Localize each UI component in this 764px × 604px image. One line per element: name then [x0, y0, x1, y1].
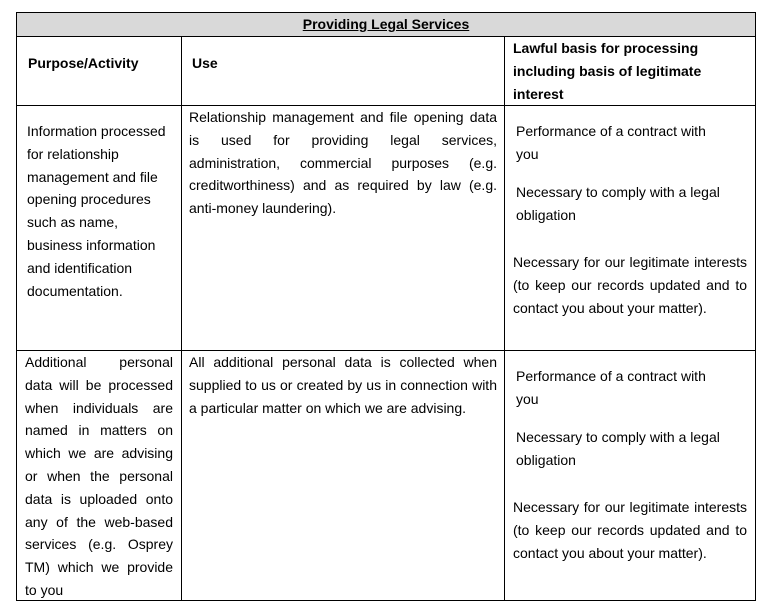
- row1-use: Relationship management and file opening data is used for providing legal services, administration, commercial purposes (e.g. creditworthiness) and as required by law (e.g. anti-money laundering).: [189, 109, 497, 217]
- border-left: [16, 12, 17, 601]
- header-purpose: Purpose/Activity: [28, 55, 139, 71]
- header-basis: Lawful basis for processing including basis of legitimate interest: [513, 40, 702, 102]
- row1-basis-contract: Performance of a contract with you: [516, 123, 706, 162]
- border-top: [16, 12, 756, 13]
- row1-purpose: Information processed for relationship management and file opening procedures such as name, business information and identification documentation.: [27, 123, 166, 299]
- row2-purpose: Additional personal data will be processed when individuals are named in matters on which we are advising or when the personal data is uploaded onto any of the web-based services (e.g. Osprey TM) which we provide to you: [25, 354, 173, 598]
- column-divider-2: [504, 36, 505, 601]
- row2-use: All additional personal data is collected when supplied to us or created by us in connection with a particular matter on which we are advising.: [189, 354, 497, 416]
- row1-basis-legal: Necessary to comply with a legal obligation: [516, 184, 720, 223]
- table-title: Providing Legal Services: [302, 16, 470, 32]
- row1-basis-legitimate: Necessary for our legitimate interests (to keep our records updated and to contact you about your matter).: [513, 254, 747, 316]
- row2-basis-contract: Performance of a contract with you: [516, 368, 706, 407]
- row2-basis-legitimate: Necessary for our legitimate interests (to keep our records updated and to contact you about your matter).: [513, 499, 747, 561]
- header-use: Use: [192, 55, 218, 71]
- border-right: [755, 12, 756, 601]
- column-divider-1: [181, 36, 182, 601]
- row2-basis-legal: Necessary to comply with a legal obligation: [516, 429, 720, 468]
